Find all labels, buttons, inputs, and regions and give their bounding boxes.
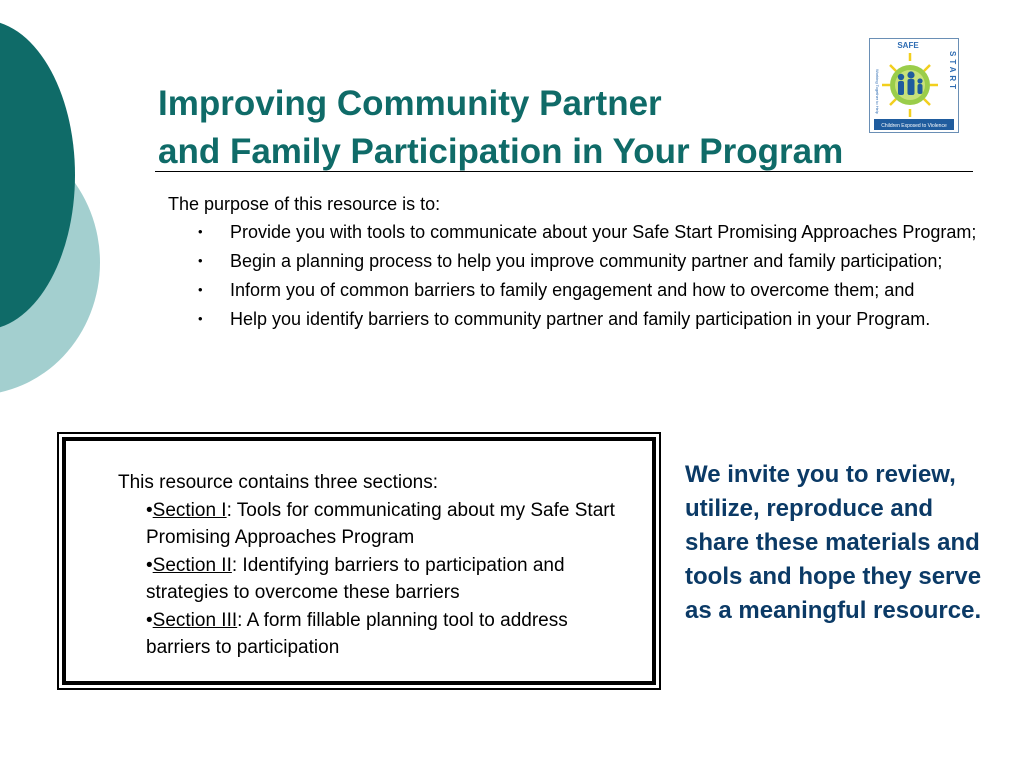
list-item-text: Inform you of common barriers to family engagement and how to overcome them; and — [230, 280, 915, 300]
svg-text:START: START — [948, 51, 957, 93]
title-line-2: and Family Participation in Your Program — [158, 132, 844, 171]
title-divider — [155, 171, 973, 172]
purpose-section — [168, 193, 1008, 337]
bullet-dot: • — [198, 224, 203, 239]
list-item-text: Begin a planning process to help you improve community partner and family participation; — [230, 251, 943, 271]
slide-title — [158, 80, 843, 176]
sections-box-inner — [62, 437, 656, 685]
sections-lead: This resource contains three sections: — [118, 472, 438, 493]
list-item-text: Provide you with tools to communicate about your Safe Start Promising Approaches Program; — [230, 222, 977, 242]
invitation-text: We invite you to review, utilize, reproduce and share these materials and tools and hope they serve as a meaningful resource. — [685, 461, 982, 624]
title-line-1: Improving Community Partner — [158, 84, 662, 123]
section-item-2: •Section II: Identifying barriers to participation and strategies to overcome these barriers — [146, 554, 565, 603]
svg-text:SAFE: SAFE — [897, 41, 919, 50]
svg-text:Working Together to Help: Working Together to Help — [875, 69, 880, 114]
bullet-dot: • — [198, 311, 203, 326]
section-1-link[interactable]: Section I — [152, 499, 227, 521]
section-3-link[interactable]: Section III — [152, 609, 238, 631]
purpose-list — [168, 221, 1008, 330]
sections-box — [57, 432, 661, 690]
bullet-dot: • — [198, 282, 203, 297]
section-3-text: : A form fillable planning tool to address barriers to participation — [146, 609, 568, 658]
section-2-text: : Identifying barriers to participation and strategies to overcome these barriers — [146, 554, 565, 603]
svg-text:Children Exposed to Violence: Children Exposed to Violence — [881, 123, 947, 129]
list-item — [168, 279, 1008, 301]
safe-start-logo — [869, 38, 959, 133]
list-item — [168, 250, 1008, 272]
list-item-text: Help you identify barriers to community partner and family participation in your Program. — [230, 309, 931, 329]
section-item-3: •Section III: A form fillable planning tool to address barriers to participation — [146, 609, 568, 658]
list-item — [168, 221, 1008, 243]
section-1-text: : Tools for communicating about my Safe Start Promising Approaches Program — [146, 499, 615, 548]
section-item-1: •Section I: Tools for communicating about my Safe Start Promising Approaches Program — [146, 499, 615, 548]
bullet-dot: • — [198, 253, 203, 268]
list-item — [168, 308, 1008, 330]
purpose-lead: The purpose of this resource is to: — [168, 194, 441, 214]
section-2-link[interactable]: Section II — [152, 554, 232, 576]
